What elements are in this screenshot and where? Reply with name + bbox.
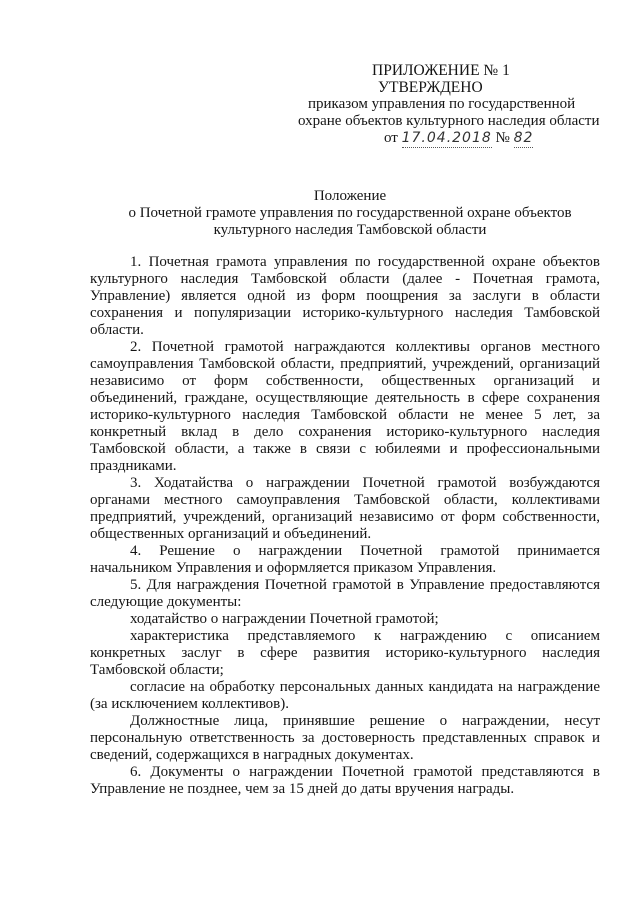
title-line-3: культурного наследия Тамбовской области: [213, 222, 487, 238]
paragraph-6: 6. Документы о награждении Почетной грамотой представляются в Управление не позднее, чем за 15 дней до даты вручения награды.: [90, 764, 600, 797]
paragraph-5-item-c: согласие на обработку персональных данных кандидата на награждение (за исключением коллективов).: [90, 679, 600, 712]
paragraph-5-item-b: характеристика представляемого к награждению с описанием конкретных заслуг в сфере развития историко-культурного наследия Тамбовской области;: [90, 628, 600, 678]
handwritten-number: 82: [513, 130, 534, 146]
paragraph-5: 5. Для награждения Почетной грамотой в Управление предоставляются следующие документы:: [90, 577, 600, 610]
appendix-label: ПРИЛОЖЕНИЕ № 1: [372, 62, 510, 79]
paragraph-3: 3. Ходатайства о награждении Почетной грамотой возбуждаются органами местного самоуправления Тамбовской области, коллективами предприятий, учреждений, организаций независимо от форм собственности, общественных организаций и объединений.: [90, 475, 600, 542]
paragraph-2: 2. Почетной грамотой награждаются коллективы органов местного самоуправления Тамбовской области, предприятий, учреждений, организаций независимо от форм собственности, общественных организаций и объединений, граждане, осуществляющие деятельность в сфере сохранения историко-культурного наследия Тамбовской области не менее 5 лет, за конкретный вклад в дело сохранения историко-культурного наследия Тамбовской области, а также в связи с юбилеями и профессиональными праздниками.: [90, 339, 600, 474]
paragraph-1: 1. Почетная грамота управления по государственной охране объектов культурного наследия Тамбовской области (далее - Почетная грамота, Управление) является одной из форм поощрения за заслуги в области сохранения и популяризации историко-культурного наследия Тамбовской области.: [90, 254, 600, 338]
title-line-2: о Почетной грамоте управления по государственной охране объектов: [128, 205, 572, 221]
title-line-1: Положение: [313, 188, 387, 204]
date-prefix: от: [384, 130, 398, 146]
paragraph-4: 4. Решение о награждении Почетной грамотой принимается начальником Управления и оформляется приказом Управления.: [90, 543, 600, 576]
document-title: [90, 188, 600, 239]
document-body: [90, 254, 600, 798]
order-line-1: приказом управления по государственной: [308, 96, 576, 112]
order-date-line: [300, 130, 600, 148]
handwritten-date: 17.04.2018: [401, 130, 492, 146]
paragraph-5-note: Должностные лица, принявшие решение о награждении, несут персональную ответственность за достоверность представленных справок и сведений, содержащихся в наградных документах.: [90, 713, 600, 763]
order-line-2: охране объектов культурного наследия области: [298, 113, 600, 129]
approved-label: УТВЕРЖДЕНО: [378, 79, 483, 96]
paragraph-5-item-a: ходатайство о награждении Почетной грамотой;: [130, 611, 439, 627]
number-prefix: №: [495, 130, 510, 146]
approval-header: [300, 62, 600, 148]
